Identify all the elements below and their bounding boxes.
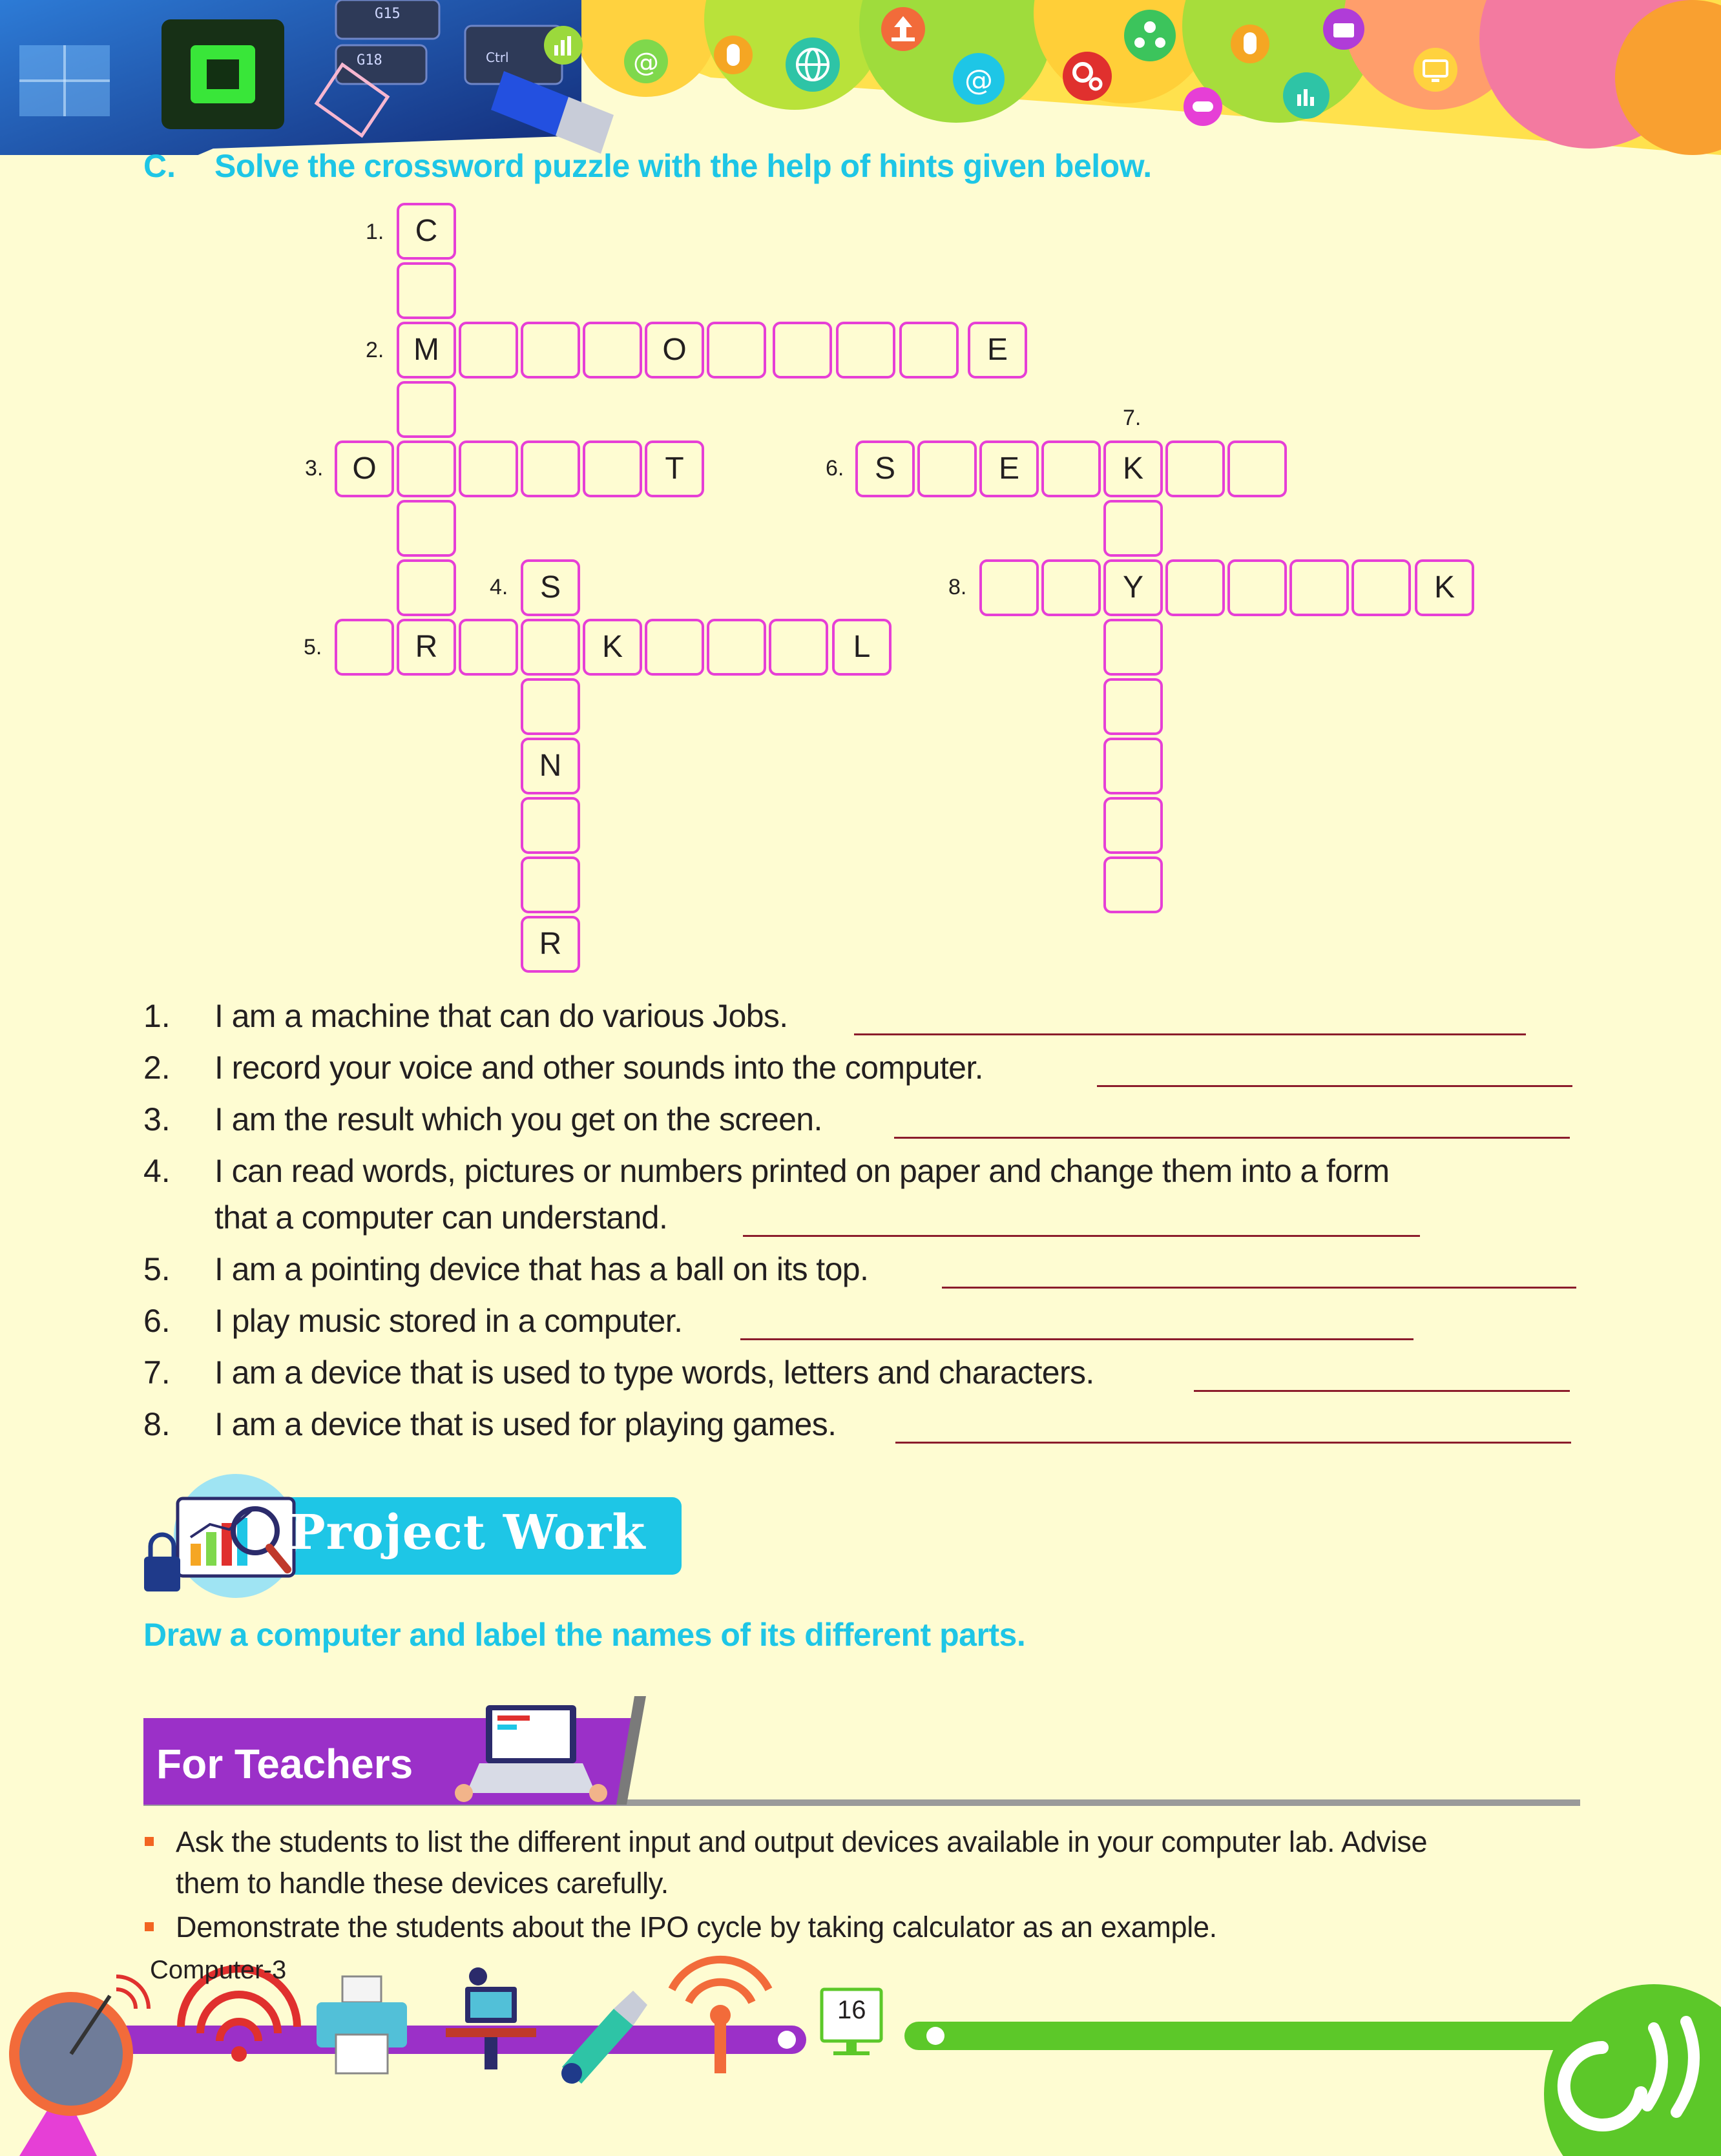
- crossword-cell[interactable]: L: [832, 619, 892, 676]
- answer-line[interactable]: [1194, 1390, 1570, 1392]
- section-c-heading: Solve the crossword puzzle with the help of hints given below.: [214, 148, 1152, 184]
- crossword-cell[interactable]: [397, 500, 456, 557]
- hint-number: 2.: [143, 1050, 171, 1086]
- crossword-cell[interactable]: [397, 441, 456, 497]
- bullet-icon: [145, 1922, 154, 1931]
- crossword-cell[interactable]: [707, 322, 766, 378]
- footer-book-title: Computer-3: [150, 1956, 287, 1984]
- hint-text: I am the result which you get on the screen.: [214, 1101, 822, 1137]
- answer-line[interactable]: [894, 1137, 1570, 1139]
- clue-number-5: 5.: [304, 635, 322, 659]
- for-teachers-title: For Teachers: [156, 1741, 413, 1787]
- answer-line[interactable]: [740, 1338, 1413, 1340]
- hint-number: 8.: [143, 1406, 171, 1442]
- satellite-dish-icon: [9, 1976, 149, 2156]
- clue-number-3: 3.: [305, 456, 324, 481]
- crossword-cell[interactable]: [397, 381, 456, 438]
- crossword-cell[interactable]: [1103, 678, 1163, 735]
- desk-computer-icon: [446, 1967, 536, 2069]
- hint-number: 7.: [143, 1354, 171, 1391]
- hint-text: I record your voice and other sounds into the computer.: [214, 1050, 983, 1086]
- answer-line[interactable]: [1097, 1085, 1572, 1087]
- crossword-cell[interactable]: R: [397, 619, 456, 676]
- crossword-cell[interactable]: R: [521, 916, 580, 973]
- crossword-cell[interactable]: [1041, 441, 1101, 497]
- bullet-icon: [145, 1837, 154, 1846]
- crossword-cell[interactable]: T: [645, 441, 704, 497]
- answer-line[interactable]: [942, 1287, 1576, 1289]
- hint-text: I am a machine that can do various Jobs.: [214, 998, 788, 1034]
- clue-number-6: 6.: [826, 456, 844, 481]
- crossword-cell[interactable]: [1227, 559, 1287, 616]
- svg-text:@: @: [965, 64, 993, 97]
- hint-text-continued: that a computer can understand.: [214, 1199, 668, 1236]
- section-c-label: C.: [143, 148, 176, 184]
- hint-number: 3.: [143, 1101, 171, 1137]
- crossword-cell[interactable]: K: [1415, 559, 1474, 616]
- crossword-cell[interactable]: [645, 619, 704, 676]
- crossword-cell[interactable]: S: [855, 441, 915, 497]
- hint-text: I am a pointing device that has a ball on its top.: [214, 1251, 869, 1287]
- hint-text: I am a device that is used for playing games.: [214, 1406, 837, 1442]
- crossword-cell[interactable]: S: [521, 559, 580, 616]
- crossword-cell[interactable]: [1041, 559, 1101, 616]
- crossword-cell[interactable]: [1227, 441, 1287, 497]
- hint-number: 4.: [143, 1153, 171, 1189]
- crossword-cell[interactable]: [1165, 559, 1225, 616]
- crossword-cell[interactable]: Y: [1103, 559, 1163, 616]
- crossword-cell[interactable]: O: [645, 322, 704, 378]
- hint-text: I am a device that is used to type words, letters and characters.: [214, 1354, 1094, 1391]
- clue-number-8: 8.: [948, 575, 967, 599]
- crossword-cell[interactable]: K: [583, 619, 642, 676]
- printer-icon: [317, 1976, 407, 2073]
- crossword-grid: [0, 0, 1721, 982]
- crossword-cell[interactable]: [397, 559, 456, 616]
- crossword-cell[interactable]: [1103, 856, 1163, 913]
- crossword-cell[interactable]: [521, 619, 580, 676]
- crossword-cell[interactable]: [521, 441, 580, 497]
- crossword-cell[interactable]: [769, 619, 828, 676]
- crossword-cell[interactable]: M: [397, 322, 456, 378]
- crossword-cell[interactable]: [899, 322, 959, 378]
- crossword-cell[interactable]: [773, 322, 832, 378]
- hint-text: I can read words, pictures or numbers printed on paper and change them into a form: [214, 1153, 1390, 1189]
- clue-number-2: 2.: [366, 338, 384, 362]
- clue-number-1: 1.: [366, 220, 384, 244]
- crossword-cell[interactable]: [1165, 441, 1225, 497]
- crossword-cell[interactable]: O: [335, 441, 394, 497]
- lock-icon: [144, 1535, 180, 1591]
- crossword-cell[interactable]: [459, 619, 518, 676]
- crossword-cell[interactable]: [707, 619, 766, 676]
- page-number: 16: [837, 1996, 866, 2024]
- crossword-cell[interactable]: [1103, 738, 1163, 794]
- brand-logo-icon: [1544, 1984, 1721, 2156]
- answer-line[interactable]: [743, 1235, 1420, 1237]
- answer-line[interactable]: [895, 1442, 1571, 1444]
- answer-line[interactable]: [854, 1033, 1526, 1035]
- crossword-cell[interactable]: [397, 262, 456, 319]
- crossword-cell[interactable]: [917, 441, 977, 497]
- teacher-note-continued: them to handle these devices carefully.: [176, 1867, 669, 1900]
- crossword-cell[interactable]: E: [968, 322, 1027, 378]
- crossword-cell[interactable]: [1103, 797, 1163, 854]
- hint-number: 6.: [143, 1303, 171, 1339]
- wifi-icon: [672, 1960, 769, 2073]
- crossword-cell[interactable]: [1351, 559, 1411, 616]
- svg-text:G15: G15: [375, 6, 401, 22]
- analytics-icon: [178, 1498, 294, 1576]
- clue-number-4: 4.: [490, 575, 508, 599]
- crossword-cell[interactable]: [459, 322, 518, 378]
- crossword-cell[interactable]: [521, 322, 580, 378]
- crossword-cell[interactable]: N: [521, 738, 580, 794]
- hint-number: 5.: [143, 1251, 171, 1287]
- teacher-note: Demonstrate the students about the IPO cycle by taking calculator as an example.: [176, 1911, 1217, 1944]
- hint-number: 1.: [143, 998, 171, 1034]
- crossword-cell[interactable]: [836, 322, 895, 378]
- crossword-cell[interactable]: E: [979, 441, 1039, 497]
- svg-text:Ctrl: Ctrl: [486, 50, 509, 65]
- crossword-cell[interactable]: C: [397, 203, 456, 260]
- crossword-cell[interactable]: [583, 441, 642, 497]
- hint-text: I play music stored in a computer.: [214, 1303, 683, 1339]
- crossword-cell[interactable]: K: [1103, 441, 1163, 497]
- crossword-cell[interactable]: [521, 797, 580, 854]
- crossword-cell[interactable]: [335, 619, 394, 676]
- crossword-cell[interactable]: [583, 322, 642, 378]
- svg-text:G18: G18: [357, 52, 382, 68]
- project-work-task: Draw a computer and label the names of its different parts.: [143, 1617, 1026, 1653]
- crossword-cell[interactable]: [459, 441, 518, 497]
- crossword-cell[interactable]: [521, 856, 580, 913]
- crossword-cell[interactable]: [1289, 559, 1349, 616]
- crossword-cell[interactable]: [1103, 619, 1163, 676]
- clue-number-7: 7.: [1123, 406, 1142, 430]
- crossword-cell[interactable]: [521, 678, 580, 735]
- crossword-cell[interactable]: [979, 559, 1039, 616]
- project-work-title: Project Work: [289, 1505, 646, 1560]
- teacher-note: Ask the students to list the different input and output devices available in your computer lab. Advise: [176, 1825, 1428, 1858]
- svg-text:@: @: [633, 48, 659, 78]
- crossword-cell[interactable]: [1103, 500, 1163, 557]
